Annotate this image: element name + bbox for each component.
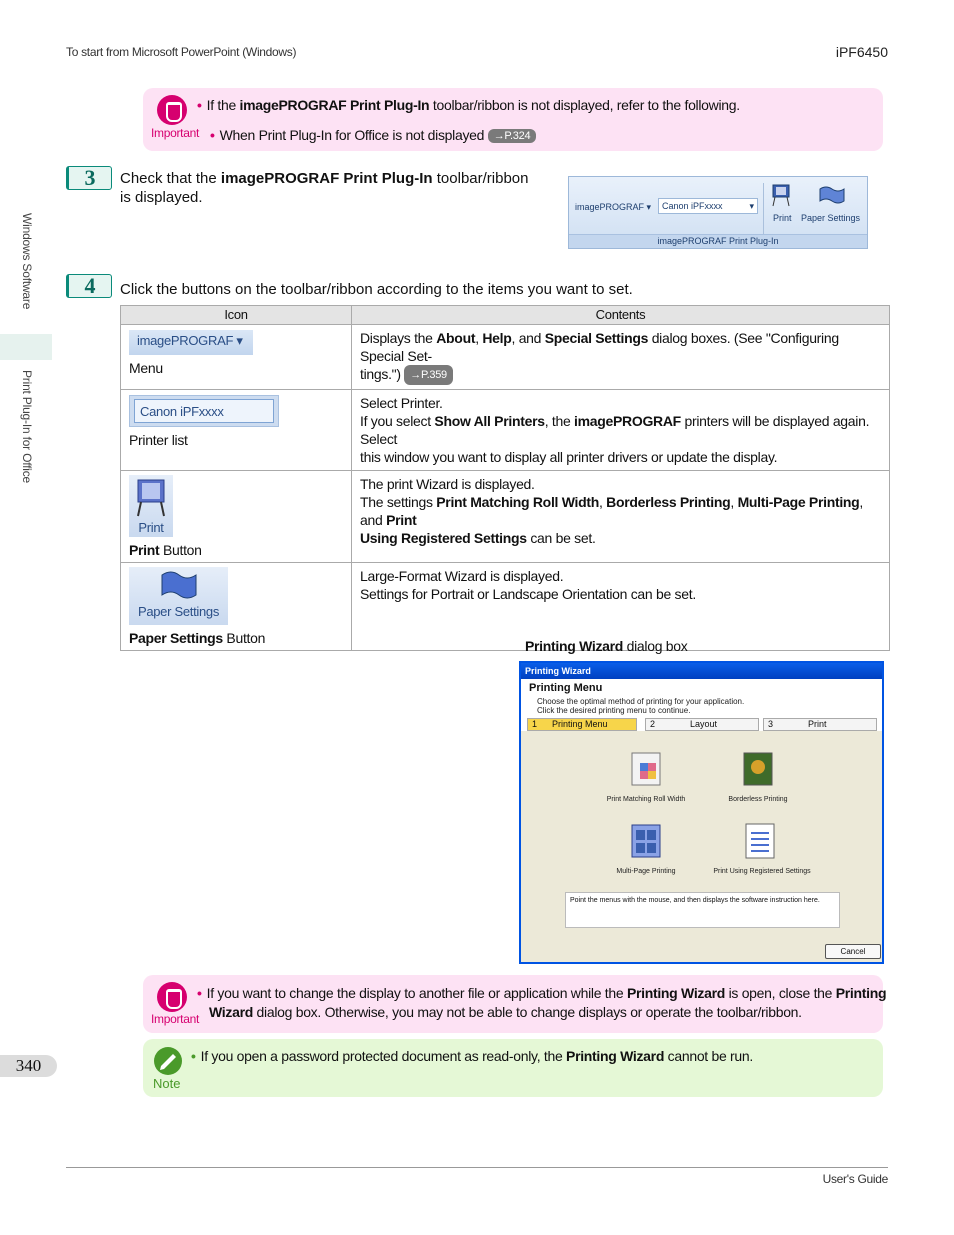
icon-cell: imagePROGRAF ▾ Menu (121, 325, 352, 390)
important-line-1: • If the imagePROGRAF Print Plug-In toolbar/ribbon is not displayed, refer to the following. (197, 97, 740, 113)
option-registered-settings[interactable]: Print Using Registered Settings (713, 868, 811, 875)
important-hand-icon (157, 95, 187, 125)
icon-cell: Canon iPFxxxx Printer list (121, 390, 352, 471)
footer-title: User's Guide (822, 1172, 888, 1186)
table-row (121, 325, 890, 390)
column-header-contents: Contents (352, 306, 890, 325)
important-callout (143, 975, 887, 1033)
table-row (121, 390, 890, 471)
roll-width-icon[interactable] (626, 749, 666, 789)
contents-cell: Select Printer. If you select Show All Printers, the imagePROGRAF printers will be displayed again. Select this window you want to display all printer drivers or update the display. (352, 390, 890, 471)
option-borderless[interactable]: Borderless Printing (728, 796, 788, 803)
note-pencil-icon (153, 1046, 183, 1076)
page-number: 340 (0, 1055, 57, 1077)
important-label: Important (151, 126, 199, 140)
step-4-text: Click the buttons on the toolbar/ribbon according to the items you want to set. (120, 281, 633, 298)
icon-contents-table (120, 305, 890, 651)
ribbon-group-label: imagePROGRAF Print Plug-In (569, 234, 867, 248)
important-callout (143, 88, 883, 151)
running-header-model: iPF6450 (835, 44, 888, 60)
wizard-step-2: 2 Layout (645, 718, 759, 731)
page-reference-link[interactable]: →P.359 (404, 365, 453, 385)
printer-list-image: Canon iPFxxxx (129, 395, 279, 427)
wizard-step-1: 1 Printing Menu (527, 718, 637, 731)
icon-cell: Paper Settings Paper Settings Button (121, 563, 352, 651)
ribbon-paper-settings-button[interactable]: Paper Settings (801, 213, 861, 223)
multi-page-icon[interactable] (626, 821, 666, 861)
registered-settings-icon[interactable] (740, 821, 780, 861)
paper-settings-icon (818, 185, 846, 205)
contents-cell: The print Wizard is displayed. The settings Print Matching Roll Width, Borderless Printing, Multi-Page Printing, and Print Using Registered Settings can be set. (352, 471, 890, 563)
wizard-step-3: 3 Print (763, 718, 877, 731)
ribbon-screenshot (568, 176, 868, 249)
table-row (121, 563, 890, 651)
bullet-icon: • (197, 985, 202, 1001)
important-line-2: • When Print Plug-In for Office is not displayed →P.324 (210, 127, 536, 143)
note-callout (143, 1039, 883, 1097)
contents-cell: Displays the About, Help, and Special Settings dialog boxes. (See "Configuring Special Set- tings.") →P.359 (352, 325, 890, 390)
ribbon-printer-list[interactable]: Canon iPFxxxx ▾ (658, 198, 758, 214)
wizard-caption: Printing Wizard dialog box (525, 638, 688, 654)
page-reference-link[interactable]: →P.324 (488, 129, 537, 143)
ribbon-separator (763, 183, 764, 235)
borderless-icon[interactable] (738, 749, 778, 789)
contents-cell: Large-Format Wizard is displayed. Settings for Portrait or Landscape Orientation can be set. (352, 563, 890, 651)
print-button-image: Print (129, 475, 173, 537)
column-header-icon: Icon (121, 306, 352, 325)
option-multi-page[interactable]: Multi-Page Printing (616, 868, 676, 875)
option-roll-width[interactable]: Print Matching Roll Width (606, 796, 686, 803)
wizard-description: Point the menus with the mouse, and then displays the software instruction here. (565, 892, 840, 928)
wizard-title-bar: Printing Wizard (521, 663, 882, 679)
wizard-header: Printing Menu Choose the optimal method of printing for your application. Click the desired printing menu to continue. (521, 679, 882, 731)
important-label: Important (151, 1012, 199, 1026)
side-tab-section: Print Plug-In for Office (20, 370, 34, 484)
table-row (121, 471, 890, 563)
bullet-icon: • (197, 97, 202, 113)
paper-settings-button-image: Paper Settings (129, 567, 228, 625)
important-hand-icon (157, 982, 187, 1012)
printer-icon (133, 477, 169, 517)
important-text: • If you want to change the display to another file or application while the Printing Wizard is open, close the Printing Wizard dialog box. Otherwise, you may not be able to change displays or operate the toolbar/ribbon. (197, 985, 887, 1020)
paper-settings-icon (159, 569, 199, 601)
bullet-icon: • (210, 127, 215, 143)
note-text: • If you open a password protected document as read-only, the Printing Wizard cannot be run. (191, 1048, 753, 1064)
note-label: Note (153, 1076, 181, 1091)
step-3-text: Check that the imagePROGRAF Print Plug-In toolbar/ribbon is displayed. (120, 170, 529, 206)
step-number: 3 (66, 166, 112, 190)
cancel-button[interactable]: Cancel (825, 944, 881, 959)
ribbon-menu-button[interactable]: imagePROGRAF ▾ (575, 202, 652, 212)
ribbon-print-button[interactable]: Print (773, 213, 792, 223)
side-tab-marker (0, 334, 52, 360)
step-number: 4 (66, 274, 112, 298)
footer-rule (66, 1167, 888, 1168)
bullet-icon: • (191, 1048, 196, 1064)
wizard-heading: Printing Menu (529, 682, 603, 694)
menu-button-image: imagePROGRAF ▾ (129, 330, 253, 355)
printer-icon (771, 183, 791, 207)
printing-wizard-screenshot (519, 661, 884, 964)
side-tab-chapter: Windows Software (20, 213, 34, 310)
table-header-row (121, 306, 890, 325)
running-header-section: To start from Microsoft PowerPoint (Windows) (66, 45, 297, 59)
icon-cell: Print Print Button (121, 471, 352, 563)
